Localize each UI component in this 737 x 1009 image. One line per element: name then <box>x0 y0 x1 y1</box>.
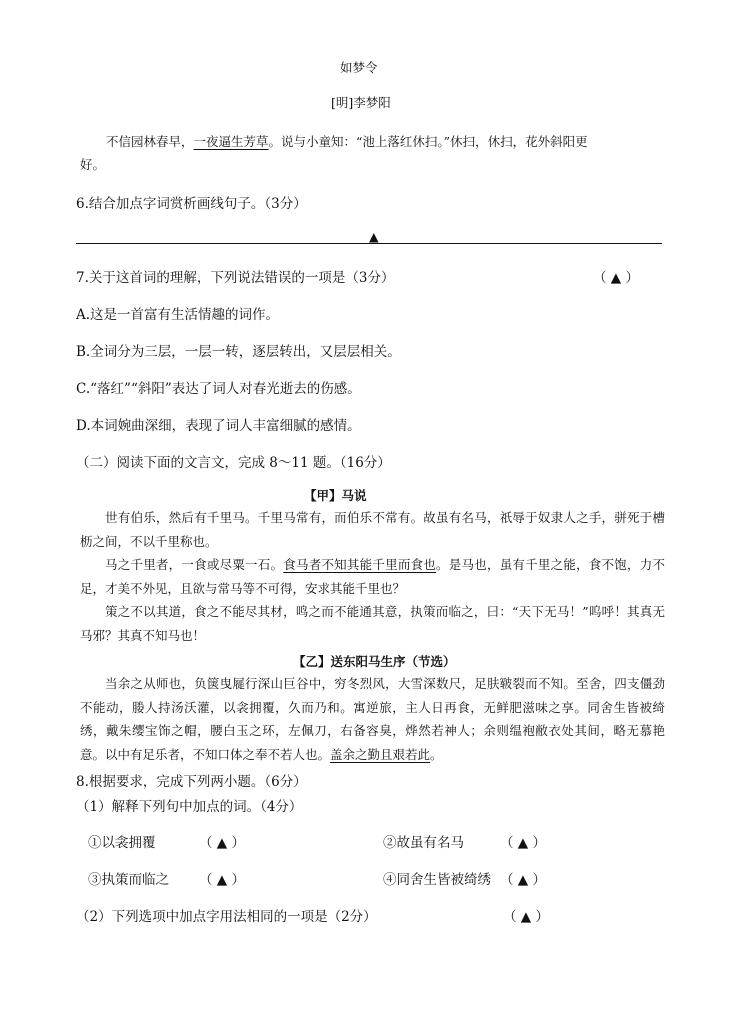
item-1-label: ①以衾拥覆 <box>88 835 156 851</box>
question-8: 8.根据要求，完成下列两小题。（6分） <box>76 774 307 790</box>
option-d: D.本词婉曲深细，表现了词人丰富细腻的感情。 <box>76 418 361 434</box>
item-1-bracket: （ ▲ ） <box>199 835 245 851</box>
option-a: A.这是一首富有生活情趣的词作。 <box>76 307 280 323</box>
item-2-bracket: （ ▲ ） <box>500 835 546 851</box>
section-heading: （二）阅读下面的文言文，完成 8～11 题。（16分） <box>76 455 391 471</box>
jia-paragraph-2: 马之千里者，一食或尽粟一石。食马者不知其能千里而食也。是马也，虽有千里之能，食不饱，力不足，才美不外见，且欲与常马等不可得，安求其能千里也？ <box>80 557 665 596</box>
yi-paragraph-1: 当余之从师也，负箧曳屣行深山巨谷中，穷冬烈风，大雪深数尺，足肤皲裂而不知。至舍，四支僵劲不能动，媵人持汤沃灌，以衾拥覆，久而乃和。寓逆旅，主人日再食，无鲜肥滋味之享。同舍生皆被绮绣，戴朱缨宝饰之帽，腰白玉之环，左佩刀，右备容臭，烨然若神人；余则缊袍敝衣处其间，略无慕艳意。以中有足乐者，不知口体之奉不若人也。盖余之勤且艰若此。 <box>80 676 665 762</box>
item-3-label: ③执策而临之 <box>88 872 169 888</box>
item-4-bracket: （ ▲ ） <box>500 872 546 888</box>
underlined-sentence: 食马者不知其能千里而食也 <box>283 557 437 572</box>
option-b: B.全词分为三层，一层一转，逐层转出，又层层相关。 <box>76 344 401 360</box>
passage-jia-title: 【甲】马说 <box>304 488 367 503</box>
passage-yi-title: 【乙】送东阳马生序（节选） <box>293 654 456 669</box>
item-2-label: ②故虽有名马 <box>383 835 464 851</box>
question-6: 6.结合加点字词赏析画线句子。（3分） <box>76 196 307 212</box>
underlined-sentence: 盖余之勤且艰若此 <box>330 746 431 762</box>
passage-yi <box>80 672 665 766</box>
item-3-bracket: （ ▲ ） <box>199 872 245 888</box>
answer-line <box>76 243 662 244</box>
question-8-part-1: （1）解释下列句中加点的词。（4分） <box>76 799 303 815</box>
poem-line-1: 不信园林春早，一夜逼生芳草。说与小童知：“池上落红休扫。”休扫，休扫，花外斜阳更 <box>106 134 588 149</box>
underlined-sentence: 一夜逼生芳草 <box>193 134 269 149</box>
item-4-label: ④同舍生皆被绮绣 <box>383 872 491 888</box>
passage-jia <box>80 506 665 647</box>
question-7: 7.关于这首词的理解，下列说法错误的一项是（3分） <box>76 270 395 286</box>
poem-title: 如梦令 <box>340 60 378 75</box>
jia-paragraph-3: 策之不以其道，食之不能尽其材，鸣之而不能通其意，执策而临之，曰：“天下无马！”呜呼！其真无马邪？其真不知马也！ <box>80 604 665 643</box>
answer-bracket: （ ▲ ） <box>593 270 639 286</box>
jia-paragraph-1: 世有伯乐，然后有千里马。千里马常有，而伯乐不常有。故虽有名马，祇辱于奴隶人之手，骈死于槽枥之间，不以千里称也。 <box>80 510 665 549</box>
poem-author: [明]李梦阳 <box>331 95 391 110</box>
answer-mark: ▲ <box>369 229 379 244</box>
poem-line-2: 好。 <box>80 157 106 172</box>
option-c: C.“落红”“斜阳”表达了词人对春光逝去的伤感。 <box>76 381 361 397</box>
question-8-part-2: （2）下列选项中加点字用法相同的一项是（2分） <box>76 909 377 925</box>
part-2-bracket: （ ▲ ） <box>503 909 549 925</box>
